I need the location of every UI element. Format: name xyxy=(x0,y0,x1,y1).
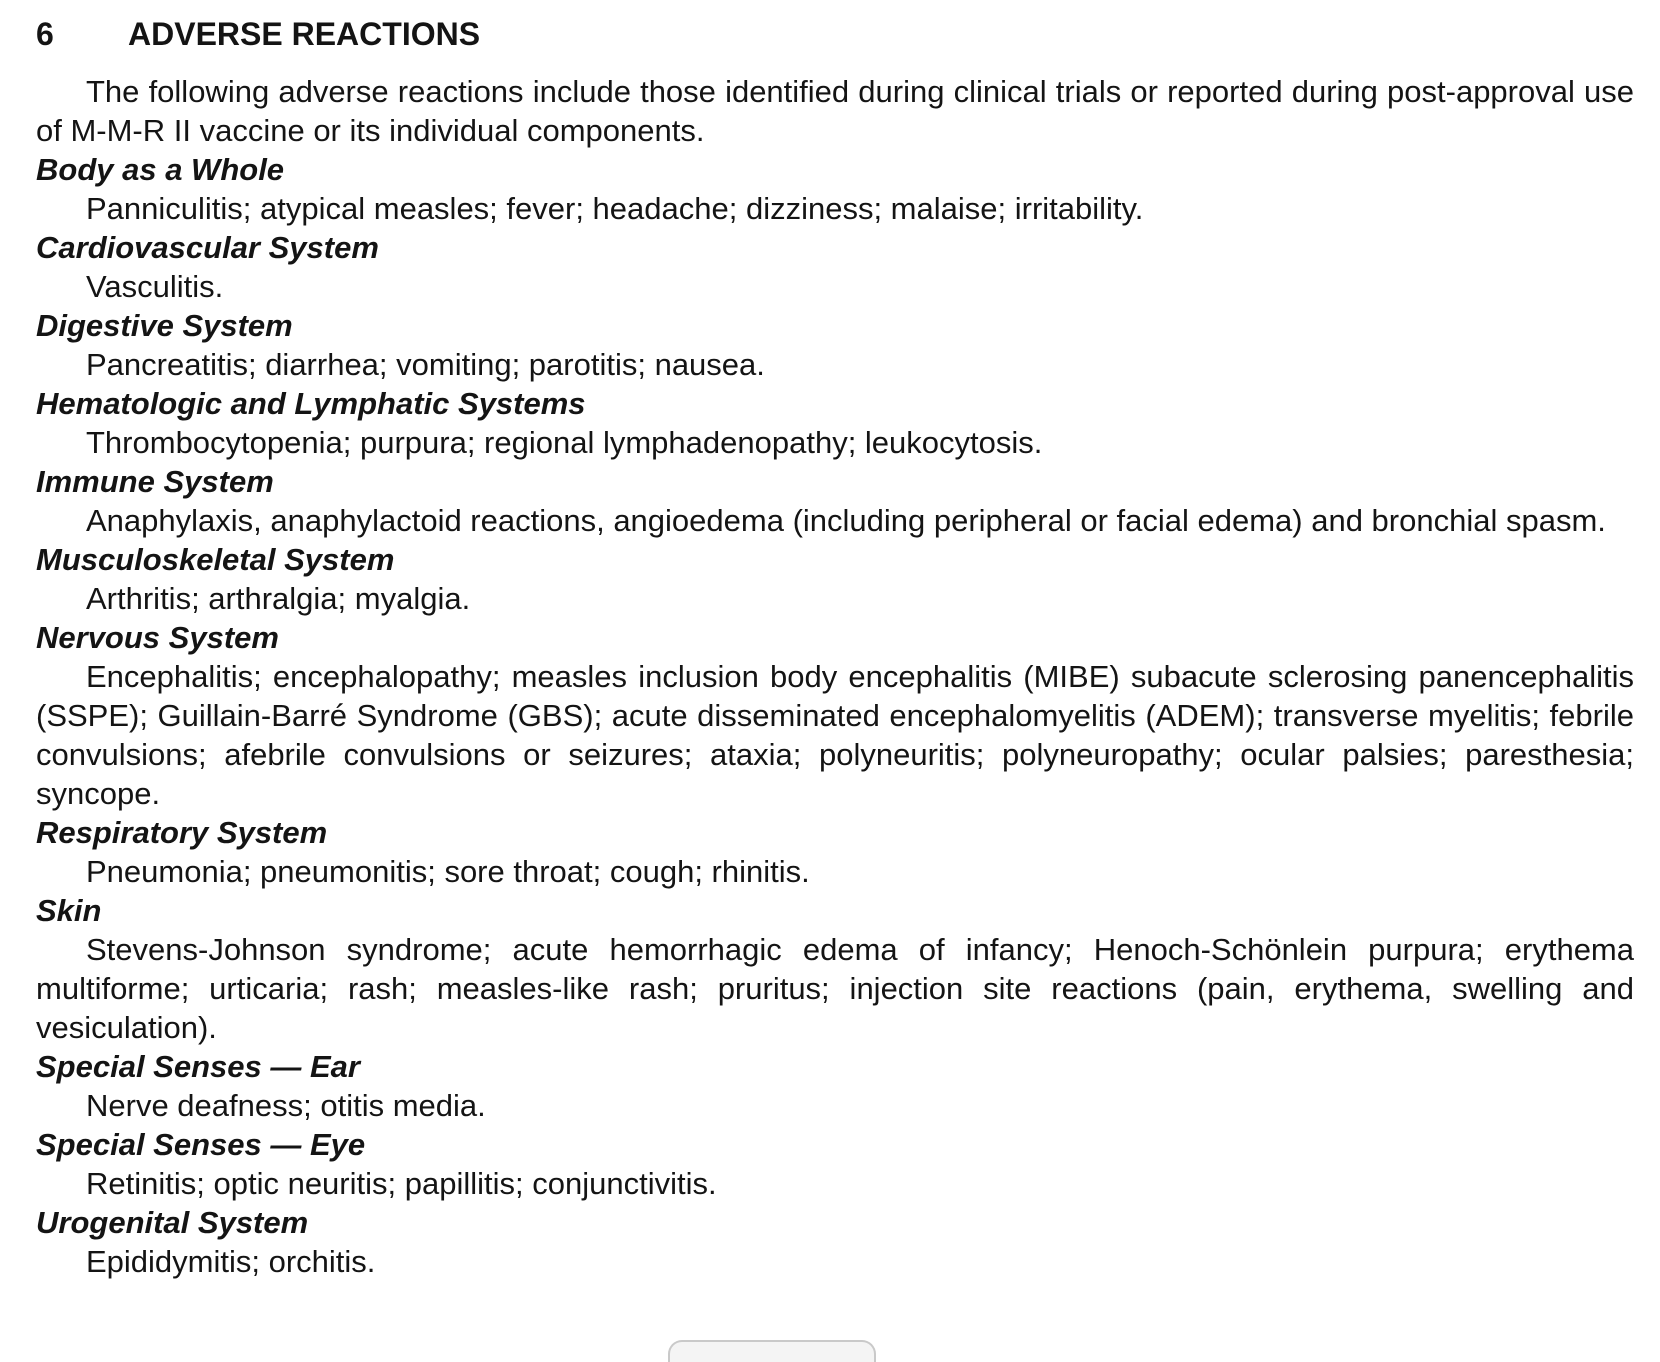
category-heading: Immune System xyxy=(36,464,274,499)
category-text: Stevens-Johnson syndrome; acute hemorrhagic edema of infancy; Henoch-Schönlein purpura; erythema multiforme; urticaria; rash; measles-like rash; pruritus; injection site reactions (pain, erythema, swelling and vesiculation). xyxy=(36,932,1634,1045)
intro-paragraph: The following adverse reactions include those identified during clinical trials or reported during post-approval use of M-M-R II vaccine or its individual components. xyxy=(36,74,1634,148)
viewer-bottom-handle[interactable] xyxy=(668,1340,876,1362)
section-heading xyxy=(36,14,1634,54)
category-heading: Special Senses — Ear xyxy=(36,1049,360,1084)
category-text: Pneumonia; pneumonitis; sore throat; cough; rhinitis. xyxy=(86,854,810,889)
category-heading: Special Senses — Eye xyxy=(36,1127,366,1162)
category-text: Nerve deafness; otitis media. xyxy=(86,1088,486,1123)
category-text: Thrombocytopenia; purpura; regional lymphadenopathy; leukocytosis. xyxy=(86,425,1043,460)
category-heading: Respiratory System xyxy=(36,815,328,850)
document-page xyxy=(36,14,1634,1281)
category-heading: Body as a Whole xyxy=(36,152,285,187)
category-heading: Nervous System xyxy=(36,620,279,655)
category-heading: Skin xyxy=(36,893,102,928)
category-text: Panniculitis; atypical measles; fever; headache; dizziness; malaise; irritability. xyxy=(86,191,1144,226)
category-heading: Musculoskeletal System xyxy=(36,542,395,577)
category-text: Encephalitis; encephalopathy; measles inclusion body encephalitis (MIBE) subacute sclerosing panencephalitis (SSPE); Guillain-Barré Syndrome (GBS); acute disseminated encephalomyelitis (ADEM); transverse myelitis; febrile convulsions; afebrile convulsions or seizures; ataxia; polyneuritis; polyneuropathy; ocular palsies; paresthesia; syncope. xyxy=(36,659,1634,811)
category-heading: Cardiovascular System xyxy=(36,230,379,265)
section-title: ADVERSE REACTIONS xyxy=(128,16,481,52)
section-number: 6 xyxy=(36,16,54,52)
category-text: Epididymitis; orchitis. xyxy=(86,1244,376,1279)
category-text: Retinitis; optic neuritis; papillitis; conjunctivitis. xyxy=(86,1166,717,1201)
category-heading: Digestive System xyxy=(36,308,293,343)
category-text: Vasculitis. xyxy=(86,269,224,304)
category-text: Anaphylaxis, anaphylactoid reactions, angioedema (including peripheral or facial edema) and bronchial spasm. xyxy=(86,503,1606,538)
category-heading: Hematologic and Lymphatic Systems xyxy=(36,386,586,421)
category-text: Pancreatitis; diarrhea; vomiting; parotitis; nausea. xyxy=(86,347,765,382)
category-text: Arthritis; arthralgia; myalgia. xyxy=(86,581,471,616)
category-heading: Urogenital System xyxy=(36,1205,309,1240)
